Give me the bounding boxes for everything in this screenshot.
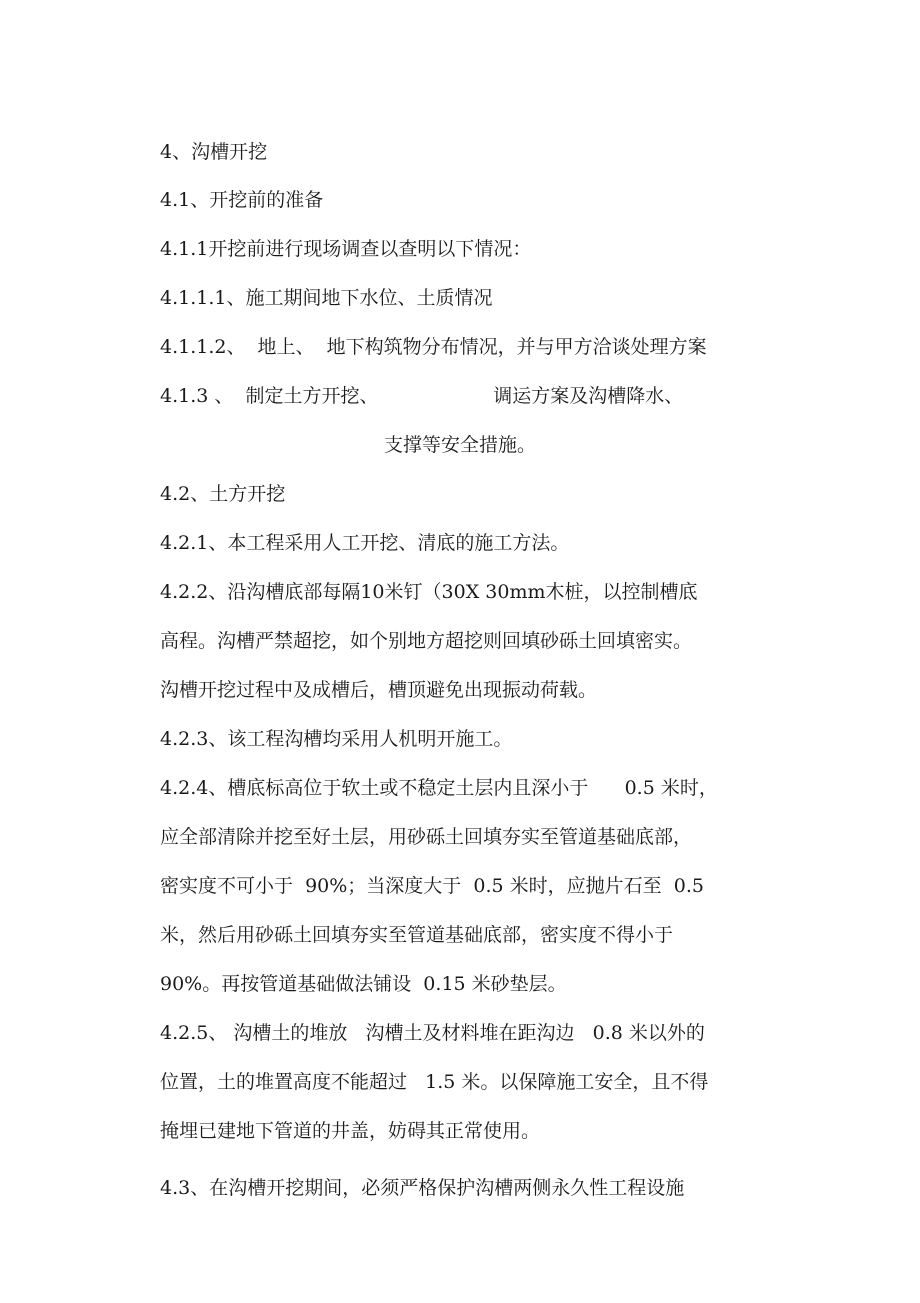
paragraph-line: 4.1.3 、 制定土方开挖、 调运方案及沟槽降水、: [160, 385, 684, 407]
paragraph-line: 米，然后用砂砾土回填夯实至管道基础底部，密实度不得小于: [160, 924, 674, 946]
paragraph-line: 密实度不可小于 90%；当深度大于 0.5 米时，应抛片石至 0.5: [160, 875, 704, 897]
paragraph-line: 4.2.1、本工程采用人工开挖、清底的施工方法。: [160, 532, 570, 554]
paragraph-line: 4.1.1.1、施工期间地下水位、土质情况: [160, 287, 493, 309]
paragraph-line: 掩埋已建地下管道的井盖，妨碍其正常使用。: [160, 1120, 541, 1142]
paragraph-line: 4.2.3、该工程沟槽均采用人机明开施工。: [160, 728, 513, 750]
paragraph-line: 4.2.4、槽底标高位于软土或不稳定土层内且深小于 0.5 米时，: [160, 777, 718, 799]
subsection-heading-4-1: 4.1、开挖前的准备: [160, 189, 324, 211]
paragraph-line: 4.1.1.2、 地上、 地下构筑物分布情况，并与甲方洽谈处理方案: [160, 336, 707, 358]
paragraph-line: 位置，土的堆置高度不能超过 1.5 米。以保障施工安全，且不得: [160, 1071, 709, 1093]
paragraph-line: 4.2.2、沿沟槽底部每隔10米钉（30X 30mm木桩，以控制槽底: [160, 581, 698, 603]
subsection-heading-4-3: 4.3、在沟槽开挖期间，必须严格保护沟槽两侧永久性工程设施: [160, 1177, 685, 1199]
paragraph-line-centered: 支撑等安全措施。: [383, 434, 536, 456]
paragraph-line: 4.1.1开挖前进行现场调查以查明以下情况：: [160, 238, 532, 260]
paragraph-line: 高程。沟槽严禁超挖，如个别地方超挖则回填砂砾土回填密实。: [160, 630, 693, 652]
paragraph-line: 沟槽开挖过程中及成槽后，槽顶避免出现振动荷载。: [160, 679, 598, 701]
paragraph-line: 4.2.5、 沟槽土的堆放 沟槽土及材料堆在距沟边 0.8 米以外的: [160, 1022, 705, 1044]
paragraph-line: 90%。再按管道基础做法铺设 0.15 米砂垫层。: [160, 973, 567, 995]
subsection-heading-4-2: 4.2、土方开挖: [160, 483, 286, 505]
paragraph-line: 应全部清除并挖至好土层，用砂砾土回填夯实至管道基础底部，: [160, 826, 693, 848]
section-heading-4: 4、沟槽开挖: [160, 141, 268, 163]
